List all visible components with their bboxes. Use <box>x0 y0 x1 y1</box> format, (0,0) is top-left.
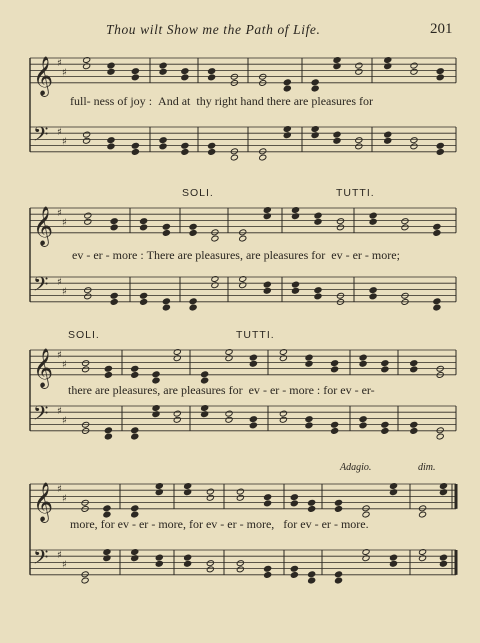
note-head <box>110 218 118 225</box>
lyric-syllable: ev <box>340 383 352 397</box>
note-head <box>433 230 441 237</box>
note-head <box>264 572 272 579</box>
note-head <box>308 506 316 513</box>
note-head <box>355 143 363 150</box>
note-head <box>264 500 272 507</box>
tutti-mark: TUTTI. <box>236 329 275 341</box>
note-head <box>334 577 342 584</box>
note-head <box>419 511 427 518</box>
note-head <box>311 85 319 92</box>
note-head <box>81 571 89 578</box>
note-head <box>264 494 272 501</box>
note-head <box>189 298 197 305</box>
note-head <box>410 421 418 428</box>
note-head <box>439 554 447 561</box>
note-head <box>104 433 112 440</box>
lyric-syllable: : <box>140 248 144 262</box>
note-head <box>333 137 341 144</box>
note-head <box>355 137 363 144</box>
sharp-icon: ♯ <box>57 277 62 289</box>
note-head <box>381 366 389 373</box>
lyric-syllable: are <box>293 94 309 108</box>
lyric-syllable: for <box>311 248 326 262</box>
note-head <box>314 293 322 300</box>
note-head <box>369 287 377 294</box>
note-head <box>131 68 139 75</box>
note-head <box>433 304 441 311</box>
note-head <box>381 421 389 428</box>
note-head <box>369 218 377 225</box>
note-head <box>334 506 342 513</box>
note-head <box>410 366 418 373</box>
lyric-syllable: - <box>345 248 350 262</box>
sharp-icon: ♯ <box>57 484 62 496</box>
lyric-syllable: joy <box>130 94 146 108</box>
lyric-syllable: for <box>283 517 298 531</box>
note-head <box>131 433 139 440</box>
lyric-syllable: more <box>112 248 138 262</box>
lyric-syllable: pleasures, <box>112 383 161 397</box>
lyric-syllable: - <box>354 383 359 397</box>
lyric-line <box>70 94 373 109</box>
note-head <box>140 292 148 299</box>
note-head <box>308 499 316 506</box>
tutti-mark: TUTTI. <box>336 187 375 199</box>
note-head <box>359 422 367 429</box>
sharp-icon: ♯ <box>62 67 67 79</box>
lyric-syllable: at <box>181 94 191 108</box>
lyric-syllable: for <box>100 517 115 531</box>
note-head <box>239 229 247 236</box>
page-number: 201 <box>430 21 453 37</box>
note-head <box>84 287 92 294</box>
lyric-syllable: for <box>359 94 374 108</box>
note-head <box>225 410 233 417</box>
sharp-icon: ♯ <box>57 350 62 362</box>
running-title: Thou wilt Show me the Path of Life. <box>106 22 321 37</box>
treble-clef-icon: 𝄞 <box>33 347 54 388</box>
note-head <box>211 235 219 242</box>
note-head <box>206 494 214 501</box>
note-head <box>236 488 244 495</box>
note-head <box>283 79 291 86</box>
lyric-syllable: are <box>94 383 110 397</box>
note-head <box>140 218 148 225</box>
lyric-syllable: - <box>282 383 287 397</box>
lyric-syllable: - <box>262 383 267 397</box>
note-head <box>290 565 298 572</box>
lyric-syllable: er- <box>361 383 375 397</box>
lyric-syllable: And <box>158 94 179 108</box>
lyric-syllable: are <box>245 248 261 262</box>
note-head <box>249 416 257 423</box>
lyric-syllable: there <box>266 94 291 108</box>
note-head <box>206 566 214 573</box>
lyric-syllable: for <box>228 383 243 397</box>
note-head <box>131 505 139 512</box>
note-head <box>84 293 92 300</box>
note-head <box>290 494 298 501</box>
lyric-syllable: for <box>188 517 203 531</box>
lyric-syllable: ev <box>205 517 218 531</box>
note-head <box>83 131 91 138</box>
note-head <box>162 304 170 311</box>
lyric-syllable: - <box>239 517 244 531</box>
note-head <box>162 223 170 230</box>
note-head <box>131 365 139 372</box>
note-head <box>82 366 90 373</box>
lyric-syllable: er <box>269 383 280 397</box>
note-head <box>155 560 163 567</box>
lyric-syllable: pleasures <box>311 94 357 108</box>
note-head <box>81 577 89 584</box>
note-head <box>436 427 444 434</box>
note-head <box>410 143 418 150</box>
note-head <box>107 143 115 150</box>
note-head <box>433 298 441 305</box>
note-head <box>359 360 367 367</box>
lyric-syllable: : <box>148 94 153 108</box>
note-head <box>236 494 244 501</box>
sharp-icon: ♯ <box>62 286 67 298</box>
sharp-icon: ♯ <box>57 208 62 220</box>
sharp-icon: ♯ <box>57 550 62 562</box>
lyric-syllable: - <box>105 248 110 262</box>
treble-clef-icon: 𝄞 <box>33 55 54 96</box>
note-head <box>359 354 367 361</box>
lyric-syllable: ev <box>331 248 343 262</box>
note-head <box>436 433 444 440</box>
lyric-syllable: more <box>371 248 397 262</box>
sharp-icon: ♯ <box>62 136 67 148</box>
note-head <box>181 142 189 149</box>
lyric-line <box>68 383 375 398</box>
note-head <box>107 137 115 144</box>
lyric-syllable: ness <box>93 94 115 108</box>
note-head <box>331 421 339 428</box>
note-head <box>359 416 367 423</box>
lyric-syllable: There <box>146 248 175 262</box>
note-head <box>249 360 257 367</box>
note-head <box>239 235 247 242</box>
note-head <box>189 223 197 230</box>
note-head <box>290 572 298 579</box>
note-head <box>107 68 115 75</box>
note-head <box>230 154 238 161</box>
note-head <box>181 74 189 81</box>
note-head <box>308 571 316 578</box>
note-head <box>263 281 271 288</box>
note-head <box>206 560 214 567</box>
note-head <box>283 85 291 92</box>
note-head <box>290 500 298 507</box>
lyric-syllable: right <box>214 94 238 108</box>
note-head <box>305 360 313 367</box>
lyric-syllable: are <box>177 248 193 262</box>
lyric-syllable: more <box>289 383 314 397</box>
note-head <box>279 416 287 423</box>
soli-mark: SOLI. <box>182 187 214 199</box>
note-head <box>103 505 111 512</box>
lyric-line <box>70 517 369 532</box>
note-head <box>189 230 197 237</box>
note-head <box>384 137 392 144</box>
note-head <box>331 366 339 373</box>
note-head <box>381 360 389 367</box>
note-head <box>159 143 167 150</box>
note-head <box>436 74 444 81</box>
note-head <box>104 365 112 372</box>
note-head <box>410 137 418 144</box>
note-head <box>159 68 167 75</box>
lyric-syllable: of <box>117 94 128 108</box>
note-head <box>211 229 219 236</box>
note-head <box>410 62 418 69</box>
note-head <box>236 566 244 573</box>
bass-clef-icon: 𝄢 <box>33 401 49 430</box>
note-head <box>140 224 148 231</box>
bass-clef-icon: 𝄢 <box>33 122 49 151</box>
note-head <box>208 74 216 81</box>
note-head <box>334 499 342 506</box>
lyric-syllable: - <box>333 517 338 531</box>
note-head <box>181 68 189 75</box>
note-head <box>208 149 216 156</box>
note-head <box>208 68 216 75</box>
lyric-syllable: more, <box>158 517 186 531</box>
lyric-syllable: thy <box>196 94 212 108</box>
lyric-syllable: er <box>321 517 331 531</box>
lyric-syllable: er <box>352 248 362 262</box>
note-head <box>159 137 167 144</box>
treble-clef-icon: 𝄞 <box>33 205 54 246</box>
note-head <box>259 154 267 161</box>
sharp-icon: ♯ <box>62 415 67 427</box>
note-head <box>439 560 447 567</box>
note-head <box>104 427 112 434</box>
lyric-syllable: hand <box>240 94 264 108</box>
sharp-icon: ♯ <box>62 559 67 571</box>
note-head <box>189 304 197 311</box>
note-head <box>259 148 267 155</box>
note-head <box>208 142 216 149</box>
note-head <box>331 360 339 367</box>
note-head <box>291 287 299 294</box>
lyric-syllable: er <box>93 248 103 262</box>
note-head <box>410 428 418 435</box>
lyric-syllable: er <box>227 517 237 531</box>
note-head <box>362 505 370 512</box>
note-head <box>84 218 92 225</box>
note-head <box>107 62 115 69</box>
note-head <box>369 293 377 300</box>
lyric-syllable: more, <box>70 517 98 531</box>
note-head <box>355 68 363 75</box>
note-head <box>311 79 319 86</box>
lyric-syllable: - <box>220 517 225 531</box>
note-head <box>401 224 409 231</box>
note-head <box>131 427 139 434</box>
lyric-syllable: there <box>68 383 92 397</box>
note-head <box>333 131 341 138</box>
note-head <box>305 354 313 361</box>
lyric-syllable: : <box>316 383 321 397</box>
lyric-syllable: - <box>86 248 91 262</box>
lyric-syllable: pleasures <box>180 383 226 397</box>
treble-clef-icon: 𝄞 <box>33 481 54 522</box>
lyric-syllable: for <box>323 383 338 397</box>
note-head <box>159 62 167 69</box>
sharp-icon: ♯ <box>57 58 62 70</box>
note-head <box>83 137 91 144</box>
lyric-syllable: er <box>138 517 149 531</box>
note-head <box>263 287 271 294</box>
note-head <box>84 212 92 219</box>
note-head <box>249 422 257 429</box>
dynamic-mark: dim. <box>418 462 436 473</box>
lyric-syllable: more, <box>246 517 275 531</box>
lyric-syllable: pleasures <box>263 248 309 262</box>
note-head <box>433 223 441 230</box>
lyric-syllable: more. <box>340 517 369 531</box>
note-head <box>436 142 444 149</box>
note-head <box>305 416 313 423</box>
lyric-syllable: - <box>314 517 319 531</box>
note-head <box>184 554 192 561</box>
note-head <box>308 577 316 584</box>
note-head <box>155 554 163 561</box>
lyric-syllable: ev <box>117 517 129 531</box>
sharp-icon: ♯ <box>62 359 67 371</box>
note-head <box>181 149 189 156</box>
note-head <box>162 298 170 305</box>
note-head <box>173 410 181 417</box>
lyric-line <box>72 248 400 263</box>
note-head <box>410 68 418 75</box>
lyric-syllable: are <box>163 383 178 397</box>
lyric-syllable: ev <box>72 248 84 262</box>
note-head <box>82 360 90 367</box>
note-head <box>314 218 322 225</box>
note-head <box>389 554 397 561</box>
note-head <box>336 218 344 225</box>
note-head <box>225 416 233 423</box>
note-head <box>162 230 170 237</box>
bass-clef-icon: 𝄢 <box>33 545 49 574</box>
note-head <box>279 410 287 417</box>
sharp-icon: ♯ <box>62 217 67 229</box>
note-head <box>131 74 139 81</box>
note-head <box>131 372 139 379</box>
note-head <box>131 142 139 149</box>
lyric-syllable: full- <box>70 94 91 108</box>
note-head <box>381 428 389 435</box>
lyric-syllable: pleasures, <box>195 248 243 262</box>
note-head <box>110 224 118 231</box>
note-head <box>230 148 238 155</box>
note-head <box>336 224 344 231</box>
note-head <box>173 416 181 423</box>
note-head <box>152 371 160 378</box>
soli-mark: SOLI. <box>68 329 100 341</box>
lyric-syllable: - <box>364 248 369 262</box>
note-head <box>104 372 112 379</box>
note-head <box>401 218 409 225</box>
lyric-syllable: ev <box>248 383 260 397</box>
note-head <box>369 212 377 219</box>
bass-clef-icon: 𝄢 <box>33 272 49 301</box>
lyric-syllable: - <box>131 517 136 531</box>
note-head <box>419 505 427 512</box>
note-head <box>334 571 342 578</box>
note-head <box>389 560 397 567</box>
note-head <box>436 149 444 156</box>
note-head <box>140 299 148 306</box>
note-head <box>249 354 257 361</box>
sharp-icon: ♯ <box>57 406 62 418</box>
note-head <box>184 560 192 567</box>
note-head <box>305 422 313 429</box>
sharp-icon: ♯ <box>62 493 67 505</box>
lyric-syllable: - <box>151 517 156 531</box>
note-head <box>436 68 444 75</box>
lyric-syllable: ; <box>396 248 400 262</box>
note-head <box>206 488 214 495</box>
note-head <box>201 371 209 378</box>
sharp-icon: ♯ <box>57 127 62 139</box>
note-head <box>355 62 363 69</box>
lyric-syllable: ev <box>300 517 312 531</box>
note-head <box>331 428 339 435</box>
note-head <box>384 131 392 138</box>
note-head <box>314 287 322 294</box>
note-head <box>131 149 139 156</box>
note-head <box>110 292 118 299</box>
tempo-mark: Adagio. <box>340 462 372 473</box>
note-head <box>264 565 272 572</box>
note-head <box>314 212 322 219</box>
note-head <box>236 560 244 567</box>
note-head <box>410 360 418 367</box>
note-head <box>110 299 118 306</box>
note-head <box>291 281 299 288</box>
